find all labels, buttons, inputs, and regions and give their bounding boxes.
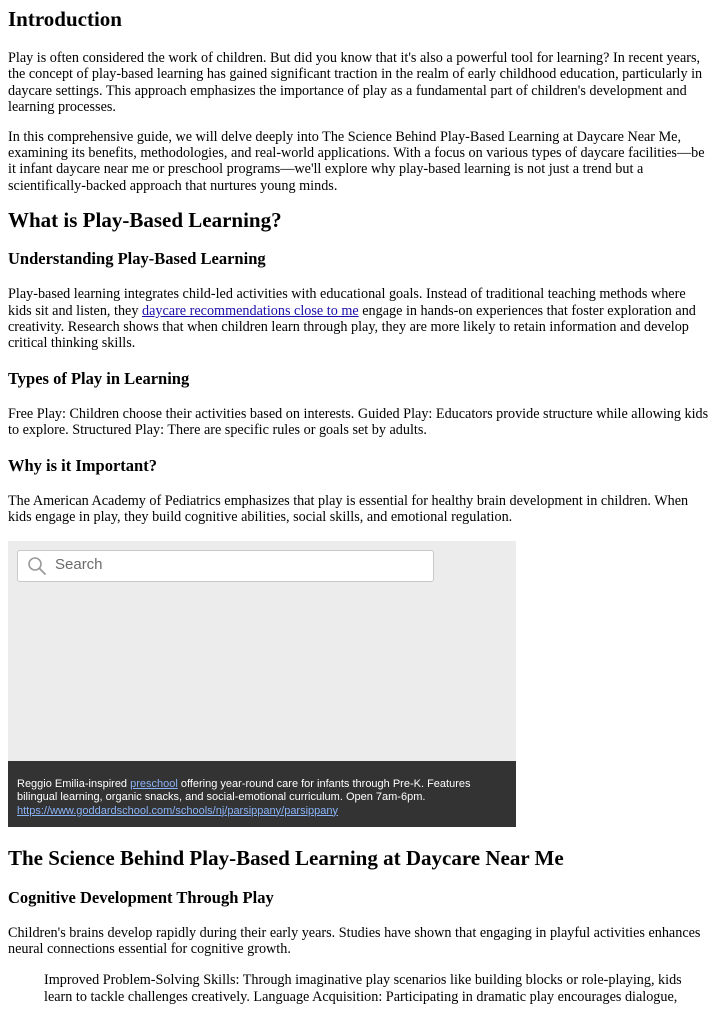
cognitive-paragraph: Children's brains develop rapidly during their early years. Studies have shown that engaging in playful activities enhances neural connections essential for cognitive growth. xyxy=(8,924,701,957)
why-paragraph: The American Academy of Pediatrics emphasizes that play is essential for healthy brain development in children. When kids engage in play, they build cognitive abilities, social skills, and emotional regulation. xyxy=(8,492,689,526)
search-placeholder: Search xyxy=(55,556,103,574)
heading-science-behind: The Science Behind Play-Based Learning at Daycare Near Me xyxy=(8,845,564,870)
map-search-input[interactable] xyxy=(17,550,434,582)
heading-types-of-play: Types of Play in Learning xyxy=(8,368,190,388)
heading-introduction: Introduction xyxy=(8,7,122,31)
caption-text-before-link: Reggio Emilia-inspired xyxy=(17,777,131,790)
caption-text-after-link: offering year-round care for infants through Pre-K. Features bilingual learning, organic snacks, and social-emotional curriculum. Open 7am-6pm. xyxy=(17,777,471,803)
school-url-link[interactable]: https://www.goddardschool.com/schools/nj/parsippany/parsippany xyxy=(17,804,339,817)
article xyxy=(0,7,720,1005)
heading-why-important: Why is it Important? xyxy=(8,455,157,475)
preschool-link[interactable]: preschool xyxy=(130,777,178,790)
intro-paragraph-1: Play is often considered the work of children. But did you know that it's also a powerful tool for learning? In recent years, the concept of play-based learning has gained significant traction in the realm of early childhood education, particularly in daycare settings. This approach emphasizes the importance of play as a fundamental part of children's development and learning processes. xyxy=(8,50,703,116)
map-embed[interactable] xyxy=(8,541,516,827)
heading-what-is-play-based-learning: What is Play-Based Learning? xyxy=(8,208,282,233)
understanding-paragraph xyxy=(8,286,712,352)
cognitive-blockquote: Improved Problem-Solving Skills: Through imaginative play scenarios like building blocks or role-playing, kids learn to tackle challenges creatively. Language Acquisition: Participating in dramatic play encourages dialogue, xyxy=(44,972,682,1005)
understanding-text-before-link: Play-based learning integrates child-led activities with educational goals. Instead of traditional teaching methods where kids sit and listen, they xyxy=(8,286,686,319)
heading-understanding: Understanding Play-Based Learning xyxy=(8,249,266,269)
understanding-text-after-link: engage in hands-on experiences that foster exploration and creativity. Research shows that when children learn through play, they are more likely to retain information and develop critical thinking skills. xyxy=(8,302,696,352)
search-icon xyxy=(27,556,47,576)
daycare-recommendations-link[interactable]: daycare recommendations close to me xyxy=(142,302,359,319)
map-caption xyxy=(8,761,516,827)
types-paragraph: Free Play: Children choose their activities based on interests. Guided Play: Educators provide structure while allowing kids to explore. Structured Play: There are specific rules or goals set by adults. xyxy=(8,405,709,439)
heading-cognitive-development: Cognitive Development Through Play xyxy=(8,887,274,907)
intro-paragraph-2: In this comprehensive guide, we will delve deeply into The Science Behind Play-Based Learning at Daycare Near Me, examining its benefits, methodologies, and real-world applications. With a focus on various types of daycare facilities—be it infant daycare near me or preschool programs—we'll explore why play-based learning is not just a trend but a scientifically-backed approach that nurtures young minds. xyxy=(8,128,705,194)
